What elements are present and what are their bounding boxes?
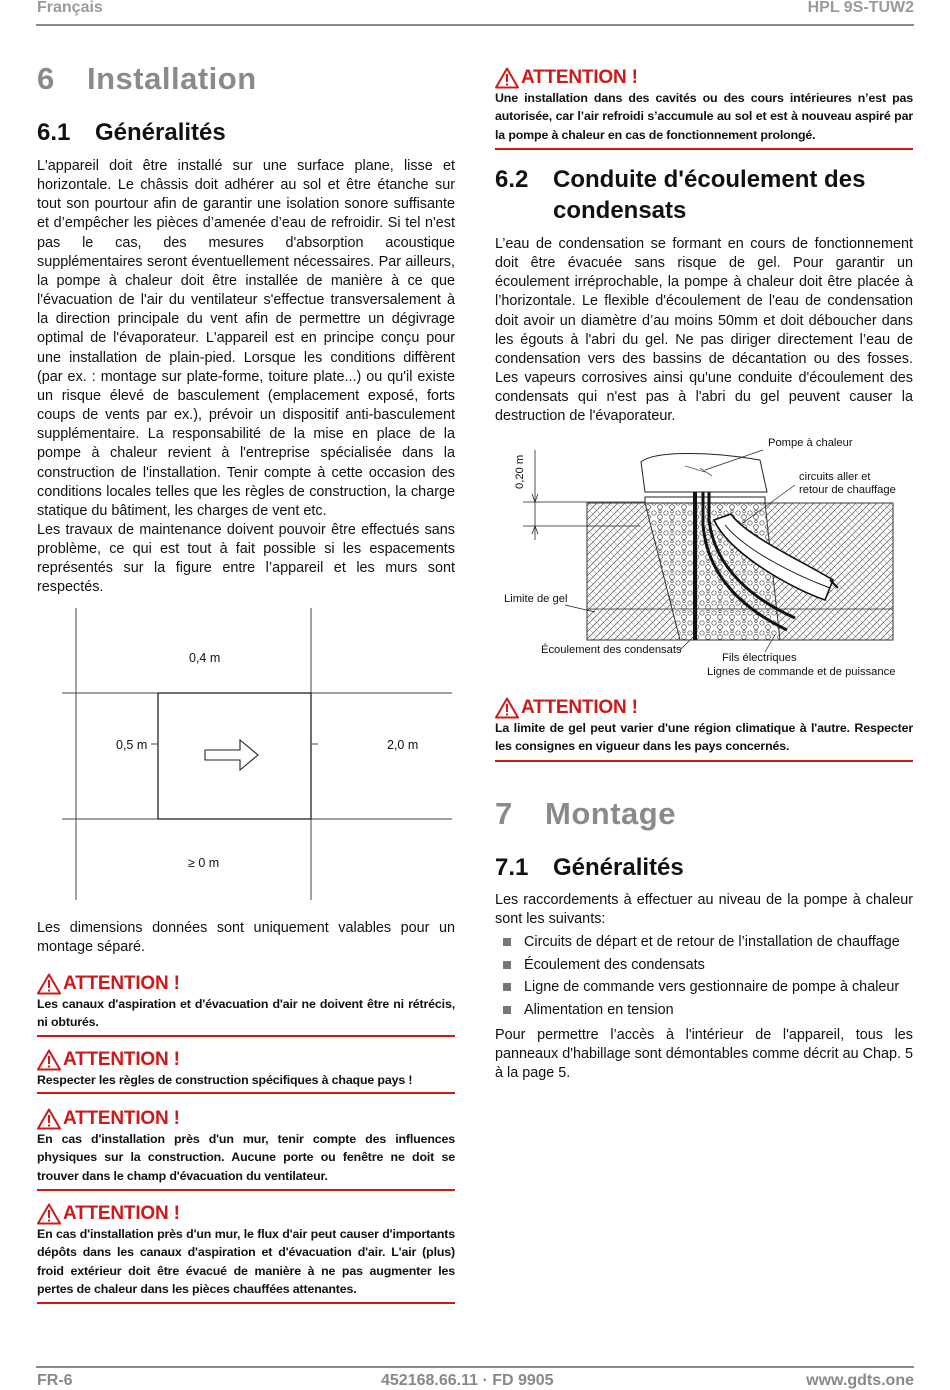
section-6-1-body xyxy=(37,157,455,598)
warning-icon xyxy=(37,1049,61,1071)
warning-icon xyxy=(37,1108,61,1130)
header-rule xyxy=(36,24,914,26)
separate-mount-note: Les dimensions données sont uniquement valables pour un montage séparé. xyxy=(37,920,455,956)
warning-text: En cas d'installation près d'un mur, le flux d'air peut causer d'importants dépôts dans les canaux d'aspiration et d'évacuation d'air. L'air (plus) froid extérieur doit être évacué de manière à ne pas augmenter les pertes de chaleur dans les pièces chauffées attenantes. xyxy=(37,1227,455,1296)
footer-docnum: 452168.66.11 · FD 9905 xyxy=(381,1372,554,1389)
paragraph: Les travaux de maintenance doivent pouvoir être effectués sans problème, ce qui est tout à fait possible si les espacements représentés sur la figure entre l’appareil et les murs sont respectés. xyxy=(37,521,455,596)
section-6-2-body: L’eau de condensation se formant en cours de fonctionnement doit être évacuée sans risque de gel. Pour garantir un écoulement irréprochable, la pompe à chaleur doit être placée à l’horizontale. Le flexible d'écoulement de l'eau de condensation doit avoir un diamètre d’au moins 50mm et doit déboucher dans les égouts à l'abri du gel. Ne pas diriger directement l’eau de condensation vers des bassins de décantation ou des fosses. Les vapeurs corrosives ainsi qu'une conduite d'écoulement des condensats qui n'est pas à l'abri du gel peuvent causer la destruction de l'évaporateur. xyxy=(495,236,913,425)
warning-icon xyxy=(495,697,519,719)
list-item: Circuits de départ et de retour de l’installation de chauffage xyxy=(495,931,915,954)
diagram-label-height: 0,20 m xyxy=(514,454,526,489)
clearance-left-label: 0,5 m xyxy=(116,738,148,752)
warning-box: ATTENTION ! En cas d'installation près d'un mur, le flux d'air peut causer d'importants dépôts dans les canaux d'aspiration et d'évacuation d'air. L'air (plus) froid extérieur doit être évacué de manière à ne pas augmenter les pertes de chaleur dans les pièces chauffées attenantes. xyxy=(37,1203,455,1304)
list-item: Alimentation en tension xyxy=(495,999,915,1022)
warning-text: Une installation dans des cavités ou des cours intérieures n’est pas autorisée, car l’air refroidi s’accumule au sol et est à nouveau aspiré par la pompe à chaleur en cas de fonctionnement prolongé. xyxy=(495,91,913,142)
warning-box: ATTENTION ! Une installation dans des cavités ou des cours intérieures n’est pas autorisée, car l’air refroidi s’accumule au sol et est à nouveau aspiré par la pompe à chaleur en cas de fonctionnement prolongé. xyxy=(495,67,913,150)
warning-icon xyxy=(37,973,61,995)
clearance-right-label: 2,0 m xyxy=(387,738,419,752)
clearance-bottom-label: ≥ 0 m xyxy=(188,856,220,870)
diagram-label-frost: Limite de gel xyxy=(504,593,568,605)
clearance-top-label: 0,4 m xyxy=(189,651,221,665)
warning-box: ATTENTION ! En cas d'installation près d'un mur, tenir compte des influences physiques sur la construction. Aucune porte ou fenêtre ne doit se trouver dans le champ d'évacuation du ventilateur. xyxy=(37,1108,455,1191)
connections-list xyxy=(495,931,915,1021)
diagram-label-wires: Fils électriques xyxy=(722,652,797,664)
diagram-label-pump: Pompe à chaleur xyxy=(768,437,853,449)
footer-url[interactable]: www.gdts.one xyxy=(806,1372,914,1389)
warning-text: Les canaux d'aspiration et d'évacuation d'air ne doivent être ni rétrécis, ni obturés. xyxy=(37,997,455,1030)
footer-rule xyxy=(36,1366,914,1368)
list-item: Ligne de commande vers gestionnaire de pompe à chaleur xyxy=(495,976,915,999)
paragraph: L'appareil doit être installé sur une surface plane, lisse et horizontale. Le châssis doit adhérer au sol et être étanche sur tout son pourtour afin de garantir une isolation sonore suffisante et d’empêcher les pièces d’amenée d’eau de refroidir. Si tel n'est pas le cas, des mesures d'absorption acoustique supplémentaires seront éventuellement nécessaires. Par ailleurs, la pompe à chaleur doit être installée de manière à ce que l'évacuation de l'air du ventilateur s'effectue transversalement à la direction principale du vent afin de permettre un dégivrage optimal de l'évaporateur. L'appareil est en principe conçu pour une installation de plain-pied. Lorsque les conditions diffèrent (par ex. : montage sur plate-forme, toiture plate...) ou qu'il existe un risque élevé de basculement (emplacement exposé, forts coups de vents par ex.), prévoir un dispositif anti-basculement supplémentaire. La responsabilité de la mise en place de la pompe à chaleur revient à l'entreprise spécialisée dans la construction de l'installation. Tenir compte à cette occasion des conditions locales telles que les règles de construction, la charge statique du bâtiment, les charges de vent etc. xyxy=(37,158,455,519)
diagram-label-lines: Lignes de commande et de puissance xyxy=(707,666,896,678)
section-7-1-intro: Les raccordements à effectuer au niveau de la pompe à chaleur sont les suivants: xyxy=(495,892,913,928)
diagram-label-circuits: retour de chauffage xyxy=(799,484,896,496)
diagram-label-drain: Écoulement des condensats xyxy=(541,644,682,656)
section-6-1-heading: 6.1 Généralités xyxy=(37,119,226,146)
clearance-diagram xyxy=(62,608,452,900)
warning-box: ATTENTION ! La limite de gel peut varier d'une région climatique à l'autre. Respecter les consignes en vigueur dans les pays concernés. xyxy=(495,697,913,762)
warning-box: ATTENTION ! Les canaux d'aspiration et d'évacuation d'air ne doivent être ni rétrécis, ni obturés. xyxy=(37,973,455,1037)
warning-text: En cas d'installation près d'un mur, tenir compte des influences physiques sur la construction. Aucune porte ou fenêtre ne doit se trouver dans le champ d'évacuation du ventilateur. xyxy=(37,1132,455,1183)
footer-page: FR-6 xyxy=(37,1372,73,1389)
section-6-heading: 6 Installation xyxy=(37,61,257,96)
header-model: HPL 9S-TUW2 xyxy=(807,0,914,16)
warning-icon xyxy=(37,1203,61,1225)
warning-text: La limite de gel peut varier d'une région climatique à l'autre. Respecter les consignes en vigueur dans les pays concernés. xyxy=(495,721,913,754)
warning-box: ATTENTION ! Respecter les règles de construction spécifiques à chaque pays ! xyxy=(37,1049,455,1094)
diagram-label-circuits: circuits aller et xyxy=(799,471,871,483)
warning-icon xyxy=(495,67,519,89)
section-7-heading: 7 Montage xyxy=(495,796,676,831)
header-language: Français xyxy=(37,0,103,16)
section-6-2-heading: 6.2 Conduite d'écoulement des condensats xyxy=(495,166,866,224)
warning-text: Respecter les règles de construction spécifiques à chaque pays ! xyxy=(37,1073,413,1087)
section-7-1-outro: Pour permettre l’accès à l'intérieur de l'appareil, tous les panneaux d'habillage sont démontables comme décrit au Chap. 5 à la page 5. xyxy=(495,1027,913,1082)
list-item: Écoulement des condensats xyxy=(495,954,915,977)
section-7-1-heading: 7.1 Généralités xyxy=(495,854,684,881)
